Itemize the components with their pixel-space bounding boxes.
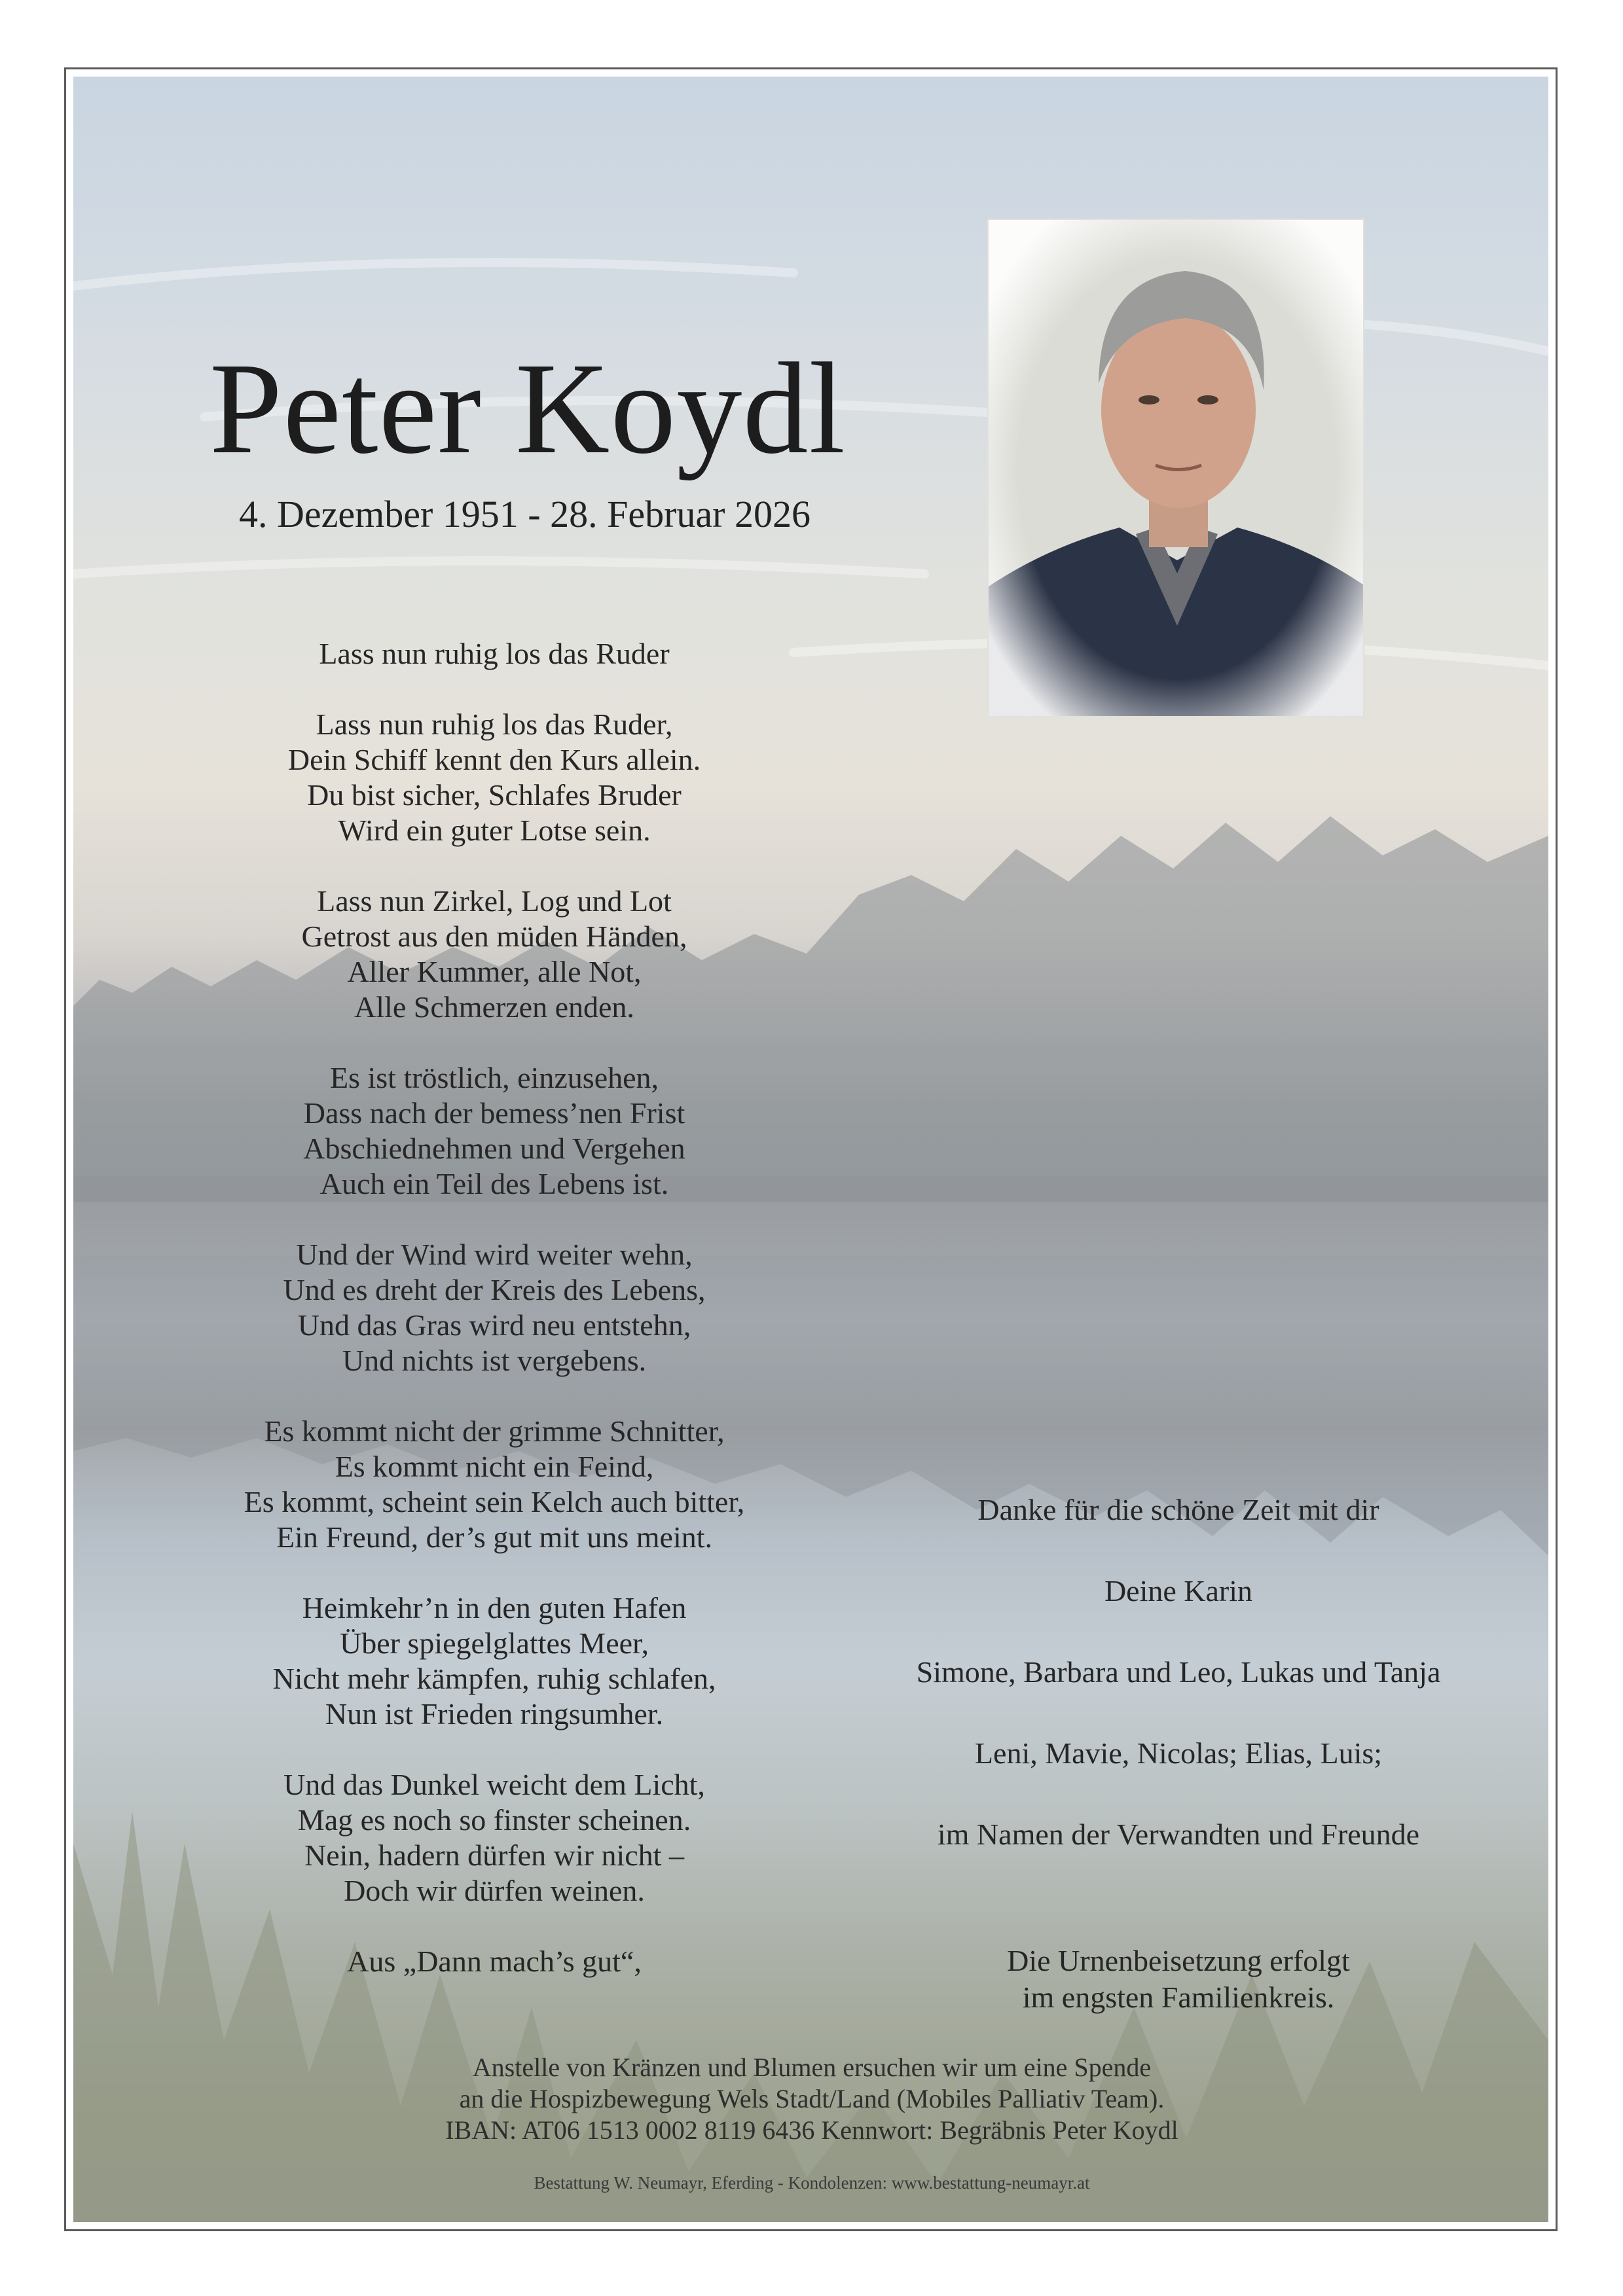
portrait-photo: [987, 219, 1364, 717]
mourner-line: im Namen der Verwandten und Freunde: [937, 1818, 1420, 1851]
mourner-line: Simone, Barbara und Leo, Lukas und Tanja: [916, 1655, 1441, 1689]
poem-line: Nun ist Frieden ringsumher.: [325, 1697, 664, 1731]
poem-line: Und der Wind wird weiter wehn,: [296, 1238, 693, 1271]
donation-line: an die Hospizbewegung Wels Stadt/Land (Mobiles Palliativ Team).: [459, 2084, 1165, 2113]
poem-line: Alle Schmerzen enden.: [354, 990, 634, 1024]
poem-line: Doch wir dürfen weinen.: [344, 1874, 645, 1907]
mourners-block: [831, 1492, 1525, 1898]
donation-line: Anstelle von Kränzen und Blumen ersuchen wir um eine Spende: [472, 2053, 1152, 2082]
poem: [151, 636, 838, 1979]
poem-line: Es kommt nicht ein Feind,: [335, 1450, 654, 1483]
poem-line: Lass nun Zirkel, Log und Lot: [317, 884, 672, 918]
poem-line: Du bist sicher, Schlafes Bruder: [307, 778, 682, 812]
poem-stanza: [151, 1060, 838, 1202]
poem-line: Nicht mehr kämpfen, ruhig schlafen,: [272, 1662, 716, 1695]
poem-line: Und das Dunkel weicht dem Licht,: [283, 1768, 705, 1801]
poem-line: Getrost aus den müden Händen,: [301, 920, 687, 953]
life-dates: 4. Dezember 1951 - 28. Februar 2026: [239, 493, 811, 535]
donation-notice: [196, 2052, 1427, 2146]
poem-line: Aller Kummer, alle Not,: [347, 955, 642, 988]
poem-line: Dass nach der bemess’nen Frist: [303, 1096, 685, 1130]
funeral-home-footer: Bestattung W. Neumayr, Eferding - Kondolenzen: www.bestattung-neumayr.at: [534, 2173, 1090, 2193]
poem-line: Es kommt, scheint sein Kelch auch bitter,: [244, 1485, 745, 1518]
poem-stanza: [151, 707, 838, 848]
burial-notice: [831, 1943, 1525, 2016]
donation-iban: IBAN: AT06 1513 0002 8119 6436 Kennwort: Begräbnis Peter Koydl: [445, 2115, 1178, 2145]
poem-line: Abschiednehmen und Vergehen: [303, 1132, 685, 1165]
poem-line: Ein Freund, der’s gut mit uns meint.: [276, 1520, 713, 1554]
poem-line: Dein Schiff kennt den Kurs allein.: [287, 743, 701, 776]
poem-line: Mag es noch so finster scheinen.: [297, 1803, 691, 1837]
burial-line: Die Urnenbeisetzung erfolgt: [1007, 1944, 1350, 1977]
poem-line: Über spiegelglattes Meer,: [339, 1626, 649, 1660]
poem-line: Auch ein Teil des Lebens ist.: [319, 1167, 669, 1200]
poem-line: Lass nun ruhig los das Ruder,: [316, 708, 673, 741]
poem-stanza: [151, 1590, 838, 1732]
mourner-line: Deine Karin: [1104, 1574, 1253, 1607]
poem-stanza: [151, 1414, 838, 1555]
poem-line: Nein, hadern dürfen wir nicht –: [304, 1839, 684, 1872]
thanks-line: Danke für die schöne Zeit mit dir: [977, 1493, 1379, 1526]
deceased-name: Peter Koydl: [210, 336, 846, 481]
poem-stanza: [151, 884, 838, 1025]
poem-line: Wird ein guter Lotse sein.: [338, 814, 651, 847]
poem-line: Es ist tröstlich, einzusehen,: [329, 1061, 659, 1094]
poem-source: Aus „Dann mach’s gut“,: [347, 1945, 642, 1978]
burial-line: im engsten Familienkreis.: [1022, 1981, 1335, 2014]
poem-stanza: [151, 1767, 838, 1909]
poem-stanza: [151, 1237, 838, 1378]
poem-line: Und es dreht der Kreis des Lebens,: [283, 1273, 706, 1306]
poem-line: Und nichts ist vergebens.: [342, 1344, 647, 1377]
poem-line: Es kommt nicht der grimme Schnitter,: [264, 1414, 725, 1448]
mourner-line: Leni, Mavie, Nicolas; Elias, Luis;: [974, 1736, 1383, 1770]
poem-title: Lass nun ruhig los das Ruder: [319, 637, 670, 670]
poem-line: Heimkehr’n in den guten Hafen: [302, 1591, 687, 1624]
poem-line: Und das Gras wird neu entstehn,: [297, 1308, 691, 1342]
